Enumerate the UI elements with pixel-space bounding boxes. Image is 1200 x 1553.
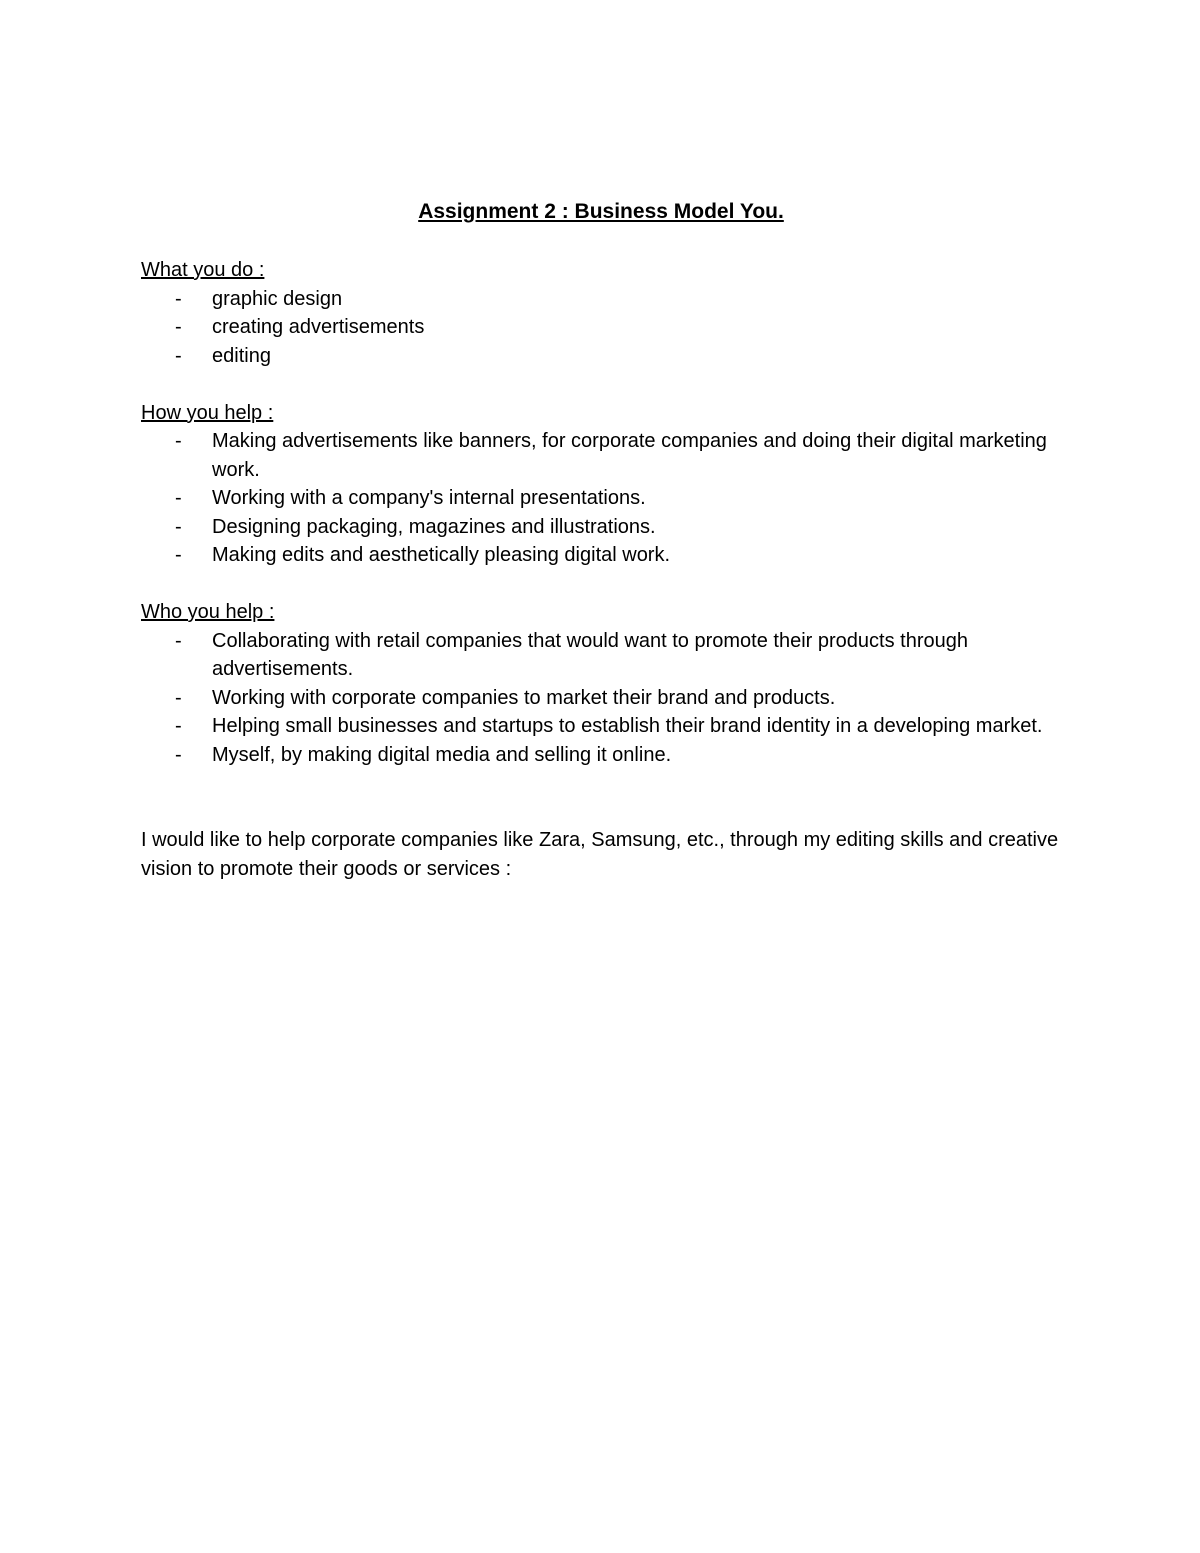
dash-bullet: -: [175, 344, 182, 367]
list-item: [141, 541, 1061, 570]
dash-bullet: -: [175, 430, 182, 452]
dash-bullet: -: [175, 743, 182, 766]
list-item-text: creating advertisements: [212, 316, 425, 338]
bullet-list: [141, 285, 1061, 371]
bullet-list: [141, 427, 1061, 570]
list-item-text: Working with corporate companies to market their brand and products.: [212, 686, 836, 709]
list-item-text: Designing packaging, magazines and illustrations.: [212, 515, 656, 538]
list-item-text: Collaborating with retail companies that would want to promote their products through advertisements.: [212, 629, 968, 680]
list-item: [141, 313, 1061, 342]
list-item-text: Making edits and aesthetically pleasing digital work.: [212, 544, 671, 566]
list-item-text: graphic design: [212, 287, 343, 310]
list-item-text: Helping small businesses and startups to establish their brand identity in a developing market.: [212, 715, 1043, 737]
list-item: [141, 741, 1061, 770]
list-item: [141, 513, 1061, 542]
list-item: [141, 684, 1061, 713]
dash-bullet: -: [175, 487, 182, 509]
section-heading: Who you help :: [141, 601, 275, 623]
dash-bullet: -: [175, 515, 182, 538]
list-item-text: Making advertisements like banners, for corporate companies and doing their digital marketing work.: [212, 430, 1047, 481]
bullet-list: [141, 627, 1061, 770]
dash-bullet: -: [175, 287, 182, 310]
document-body: [141, 197, 1061, 903]
dash-bullet: -: [175, 629, 182, 652]
list-item-text: editing: [212, 344, 271, 367]
list-item: [141, 484, 1061, 513]
dash-bullet: -: [175, 686, 182, 709]
list-item: [141, 427, 1061, 484]
dash-bullet: -: [175, 544, 182, 566]
section-how-you-help: [141, 399, 1061, 570]
list-item: [141, 627, 1061, 684]
section-heading: How you help :: [141, 401, 274, 424]
section-what-you-do: [141, 256, 1061, 370]
document-title: Assignment 2 : Business Model You.: [418, 200, 784, 223]
list-item: [141, 712, 1061, 741]
list-item: [141, 285, 1061, 314]
dash-bullet: -: [175, 715, 182, 737]
list-item: [141, 342, 1061, 371]
section-heading: What you do :: [141, 259, 265, 281]
dash-bullet: -: [175, 316, 182, 338]
section-who-you-help: [141, 598, 1061, 769]
list-item-text: Myself, by making digital media and selling it online.: [212, 743, 672, 766]
closing-paragraph: I would like to help corporate companies like Zara, Samsung, etc., through my editing skills and creative vision to promote their goods or services :: [141, 829, 1059, 880]
list-item-text: Working with a company's internal presentations.: [212, 487, 646, 509]
